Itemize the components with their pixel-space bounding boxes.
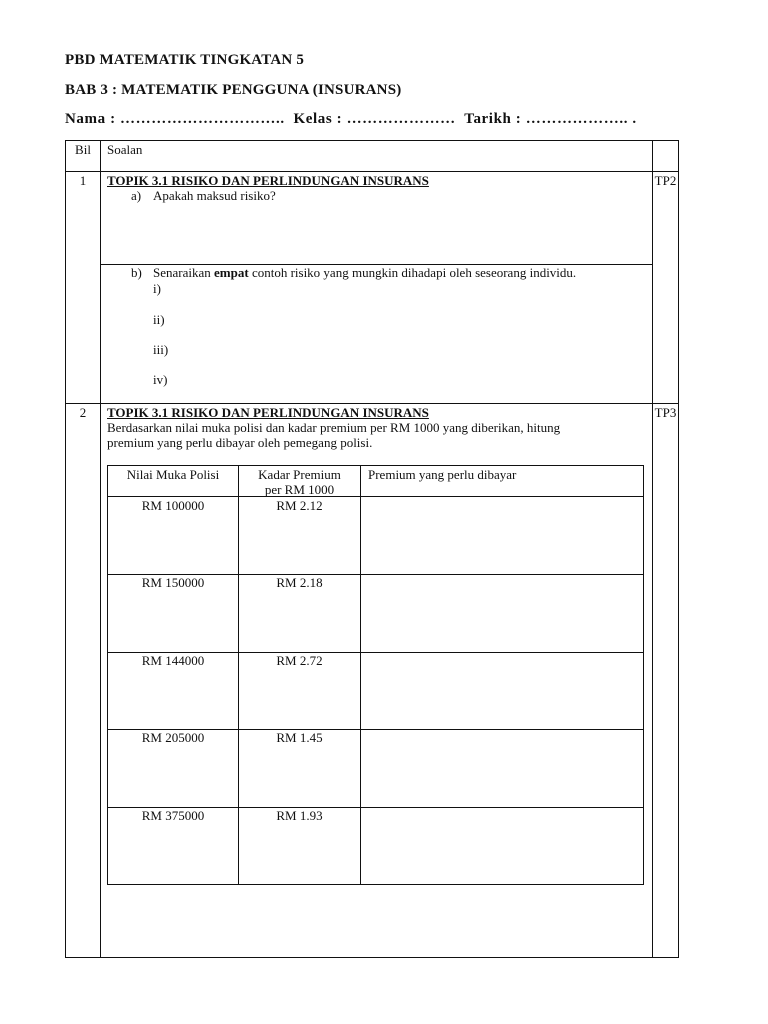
row-2-kadar: RM 2.18 <box>276 575 323 590</box>
row-divider-q1-q2 <box>65 403 679 404</box>
row-4-kadar: RM 1.45 <box>276 730 323 745</box>
row-1-nilai: RM 100000 <box>141 498 205 513</box>
row-3-kadar: RM 2.72 <box>276 653 323 668</box>
row-4-premium-answer[interactable] <box>361 730 643 807</box>
row-1-premium-answer[interactable] <box>361 497 643 574</box>
header-soalan: Soalan <box>107 142 143 157</box>
inner-border-top <box>107 465 644 466</box>
inner-header-premium: Premium yang perlu dibayar <box>368 467 517 482</box>
inner-border-bottom <box>107 884 644 885</box>
q1b-item-4: iv) <box>153 372 168 387</box>
row-4-nilai: RM 205000 <box>141 730 205 745</box>
table-border-top <box>65 140 679 141</box>
row-2-premium-answer[interactable] <box>361 575 643 652</box>
col-divider-tp <box>652 140 653 958</box>
inner-border-right <box>643 465 644 885</box>
q1b-item-3: iii) <box>153 342 169 357</box>
q2-instruction-line1: Berdasarkan nilai muka polisi dan kadar premium per RM 1000 yang diberikan, hitung <box>107 420 561 435</box>
q1b-item-1: i) <box>153 281 161 296</box>
row-5-nilai: RM 375000 <box>141 808 205 823</box>
q1-number: 1 <box>79 173 87 188</box>
q2-instruction-line2: premium yang perlu dibayar oleh pemegang polisi. <box>107 435 373 450</box>
student-info-line <box>65 111 637 128</box>
worksheet-title: PBD MATEMATIK TINGKATAN 5 <box>65 52 305 68</box>
q2-tp-level: TP3 <box>654 405 677 420</box>
table-border-bottom <box>65 957 679 958</box>
inner-header-kadar-line2: per RM 1000 <box>264 482 335 497</box>
row-5-kadar: RM 1.93 <box>276 808 323 823</box>
chapter-title: BAB 3 : MATEMATIK PENGGUNA (INSURANS) <box>65 82 402 98</box>
q1b-text-bold: empat <box>214 265 249 280</box>
row-divider-header <box>65 171 679 172</box>
q1b-text-post: contoh risiko yang mungkin dihadapi oleh seseorang individu. <box>248 265 577 280</box>
q1b-text-pre: Senaraikan <box>153 265 215 280</box>
header-bil: Bil <box>75 142 91 157</box>
q2-topic: TOPIK 3.1 RISIKO DAN PERLINDUNGAN INSURANS <box>107 405 429 420</box>
row-3-nilai: RM 144000 <box>141 653 205 668</box>
inner-header-kadar-line1: Kadar Premium <box>258 467 341 482</box>
inner-header-nilai: Nilai Muka Polisi <box>126 467 220 482</box>
table-border-right <box>678 140 679 958</box>
row-1-kadar: RM 2.12 <box>276 498 323 513</box>
row-5-premium-answer[interactable] <box>361 808 643 884</box>
row-2-nilai: RM 150000 <box>141 575 205 590</box>
kelas-field: Kelas : ………………… <box>293 111 461 127</box>
nama-field: Nama : ………………………….. <box>65 111 290 127</box>
q1a-text: Apakah maksud risiko? <box>153 188 276 203</box>
q1-topic: TOPIK 3.1 RISIKO DAN PERLINDUNGAN INSURANS <box>107 173 429 188</box>
q1b-letter: b) <box>131 265 142 280</box>
row-3-premium-answer[interactable] <box>361 653 643 729</box>
q1a-letter: a) <box>131 188 142 203</box>
q2-number: 2 <box>79 405 87 420</box>
q1b-text <box>153 265 576 280</box>
q1-tp-level: TP2 <box>654 173 677 188</box>
q1b-item-2: ii) <box>153 312 165 327</box>
q1a-answer-space[interactable] <box>101 205 652 263</box>
table-border-left <box>65 140 66 958</box>
tarikh-field: Tarikh : ……………….. . <box>464 111 637 127</box>
